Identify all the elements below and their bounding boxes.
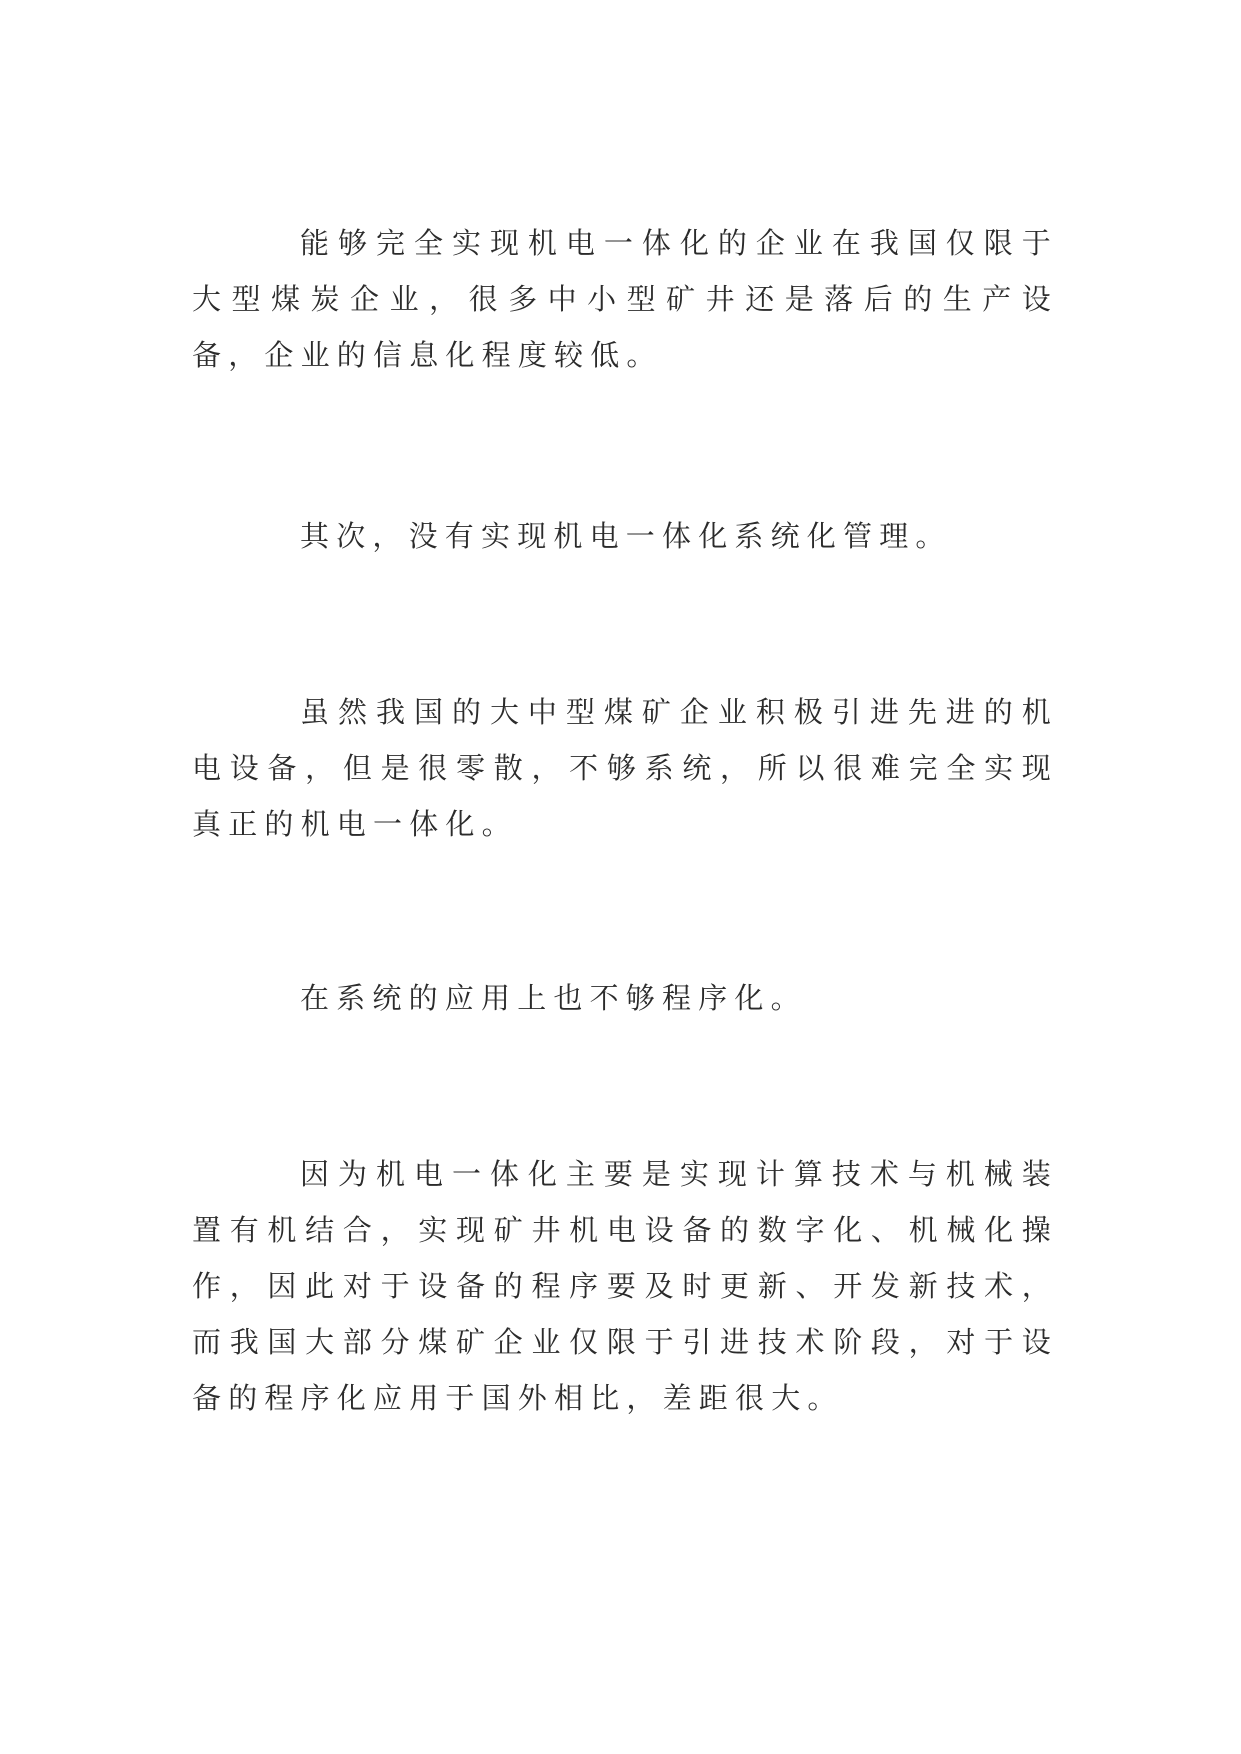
paragraph-2: 其次，没有实现机电一体化系统化管理。 bbox=[300, 519, 952, 553]
paragraph-3: 虽然我国的大中型煤矿企业积极引进先进的机电设备，但是很零散，不够系统，所以很难完全实现真正的机电一体化。 bbox=[192, 695, 1058, 841]
paragraph-5: 因为机电一体化主要是实现计算技术与机械装置有机结合，实现矿井机电设备的数字化、机械化操作，因此对于设备的程序要及时更新、开发新技术，而我国大部分煤矿企业仅限于引进技术阶段，对于设备的程序化应用于国外相比，差距很大。 bbox=[192, 1157, 1058, 1415]
paragraph-1: 能够完全实现机电一体化的企业在我国仅限于大型煤炭企业，很多中小型矿井还是落后的生产设备，企业的信息化程度较低。 bbox=[192, 226, 1058, 372]
paragraph-4: 在系统的应用上也不够程序化。 bbox=[300, 981, 807, 1015]
